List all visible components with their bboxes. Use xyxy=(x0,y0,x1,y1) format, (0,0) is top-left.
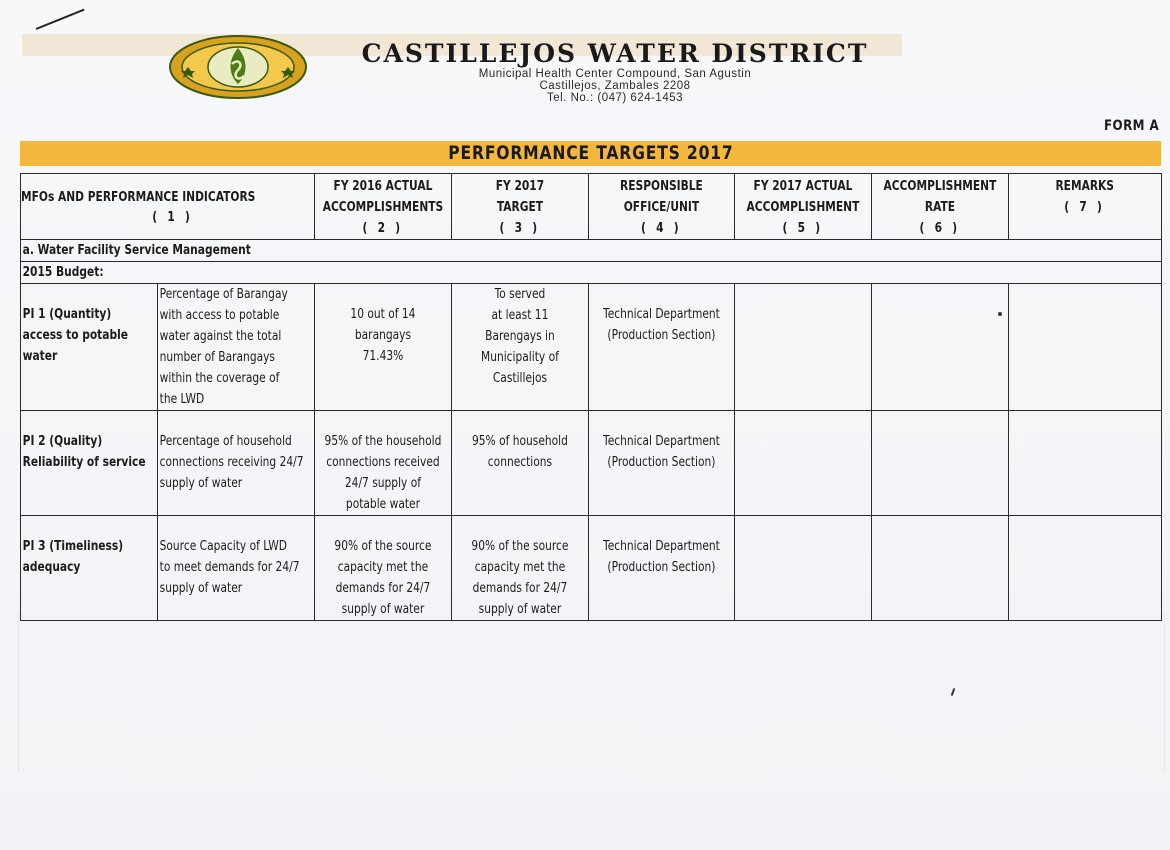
letterhead xyxy=(320,40,910,104)
actual-line: 95% of the household xyxy=(324,434,442,449)
office-line: (Production Section) xyxy=(607,455,716,470)
actual-cell xyxy=(315,284,452,411)
col-header-fy2017-actual-l2: ACCOMPLISHMENT xyxy=(746,200,860,215)
pi-label-line: PI 2 (Quality) xyxy=(22,434,103,449)
col-header-remarks xyxy=(1009,174,1162,240)
office-line: Technical Department xyxy=(603,434,720,449)
office-line: (Production Section) xyxy=(607,328,716,343)
desc-line: number of Barangays xyxy=(159,350,275,365)
col-header-target-l1: FY 2017 xyxy=(495,179,545,194)
target-line: To served xyxy=(494,287,546,302)
desc-line: within the coverage of xyxy=(159,371,280,386)
desc-line: supply of water xyxy=(159,581,243,596)
target-line: Barengays in xyxy=(485,329,555,344)
actual-line: 90% of the source xyxy=(334,539,432,554)
address-line-1: Municipal Health Center Compound, San Agustin xyxy=(478,68,752,80)
target-line: Castillejos xyxy=(492,371,548,386)
actual-line: 10 out of 14 xyxy=(350,307,416,322)
target-line: 95% of household xyxy=(472,434,568,449)
col-header-rate-l2: RATE xyxy=(924,200,956,215)
actual-line: potable water xyxy=(345,497,421,512)
fy2017-actual-cell xyxy=(735,284,872,411)
actual-line: barangays xyxy=(354,328,412,343)
pi-label-line: access to potable xyxy=(22,328,128,343)
desc-cell xyxy=(158,284,315,411)
col-header-mfos xyxy=(21,174,315,240)
remarks-cell xyxy=(1009,411,1162,516)
desc-cell xyxy=(158,411,315,516)
col-header-fy2016-l2: ACCOMPLISHMENTS xyxy=(322,200,444,215)
desc-line: to meet demands for 24/7 xyxy=(159,560,300,575)
col-header-office-l1: RESPONSIBLE xyxy=(620,179,703,194)
remarks-cell xyxy=(1009,284,1162,411)
desc-line: Source Capacity of LWD xyxy=(159,539,287,554)
office-line: (Production Section) xyxy=(607,560,716,575)
col-header-fy2016-l1: FY 2016 ACTUAL xyxy=(333,179,433,194)
col-header-fy2017-actual xyxy=(735,174,872,240)
rate-cell xyxy=(872,516,1009,621)
scan-speck xyxy=(998,312,1002,316)
table-row xyxy=(21,516,1162,621)
budget-cell xyxy=(21,262,1162,284)
target-cell xyxy=(452,284,589,411)
pi-cell xyxy=(21,516,158,621)
performance-targets-table xyxy=(20,173,1162,621)
target-line: capacity met the xyxy=(474,560,566,575)
pi-label-line: Reliability of service xyxy=(22,455,146,470)
col-header-target-l2: TARGET xyxy=(496,200,544,215)
actual-line: 71.43% xyxy=(362,349,404,364)
pi-cell xyxy=(21,284,158,411)
desc-line: with access to potable xyxy=(159,308,280,323)
bleed-through-rows xyxy=(18,612,1165,772)
actual-line: demands for 24/7 xyxy=(335,581,431,596)
remarks-cell xyxy=(1009,516,1162,621)
col-header-remarks-num: ( 7 ) xyxy=(1064,200,1106,215)
office-line: Technical Department xyxy=(603,539,720,554)
title-band xyxy=(20,141,1161,166)
target-line: supply of water xyxy=(478,602,562,617)
target-line: at least 11 xyxy=(491,308,549,323)
target-line: demands for 24/7 xyxy=(472,581,568,596)
fy2017-actual-cell xyxy=(735,411,872,516)
col-header-rate-l1: ACCOMPLISHMENT xyxy=(883,179,997,194)
col-header-office-l2: OFFICE/UNIT xyxy=(623,200,700,215)
rate-cell xyxy=(872,284,1009,411)
col-header-rate-num: ( 6 ) xyxy=(919,221,961,236)
desc-line: the LWD xyxy=(159,392,205,407)
desc-cell xyxy=(158,516,315,621)
fy2017-actual-cell xyxy=(735,516,872,621)
document-title: PERFORMANCE TARGETS 2017 xyxy=(447,142,734,164)
table-row xyxy=(21,284,1162,411)
target-line: Municipality of xyxy=(481,350,559,365)
rate-cell xyxy=(872,411,1009,516)
actual-line: connections received xyxy=(326,455,440,470)
section-row xyxy=(21,240,1162,262)
office-cell xyxy=(589,284,735,411)
target-cell xyxy=(452,411,589,516)
actual-cell xyxy=(315,516,452,621)
form-label: FORM A xyxy=(1104,118,1160,134)
budget-row xyxy=(21,262,1162,284)
col-header-rate xyxy=(872,174,1009,240)
office-line: Technical Department xyxy=(603,307,720,322)
water-district-logo xyxy=(168,34,308,100)
col-header-mfos-num: ( 1 ) xyxy=(152,209,194,225)
header-row xyxy=(21,174,1162,240)
actual-cell xyxy=(315,411,452,516)
col-header-target-num: ( 3 ) xyxy=(499,221,541,236)
budget-label: 2015 Budget: xyxy=(22,265,104,280)
pi-cell xyxy=(21,411,158,516)
section-cell xyxy=(21,240,1162,262)
desc-line: Percentage of Barangay xyxy=(159,287,288,302)
target-line: connections xyxy=(487,455,553,470)
col-header-fy2016 xyxy=(315,174,452,240)
desc-line: Percentage of household xyxy=(159,434,292,449)
pi-label-line: adequacy xyxy=(22,560,81,575)
col-header-fy2017-actual-l1: FY 2017 ACTUAL xyxy=(753,179,853,194)
col-header-remarks-l1: REMARKS xyxy=(1055,179,1115,194)
actual-line: supply of water xyxy=(341,602,425,617)
col-header-mfos-label: MFOs AND PERFORMANCE INDICATORS xyxy=(21,189,256,205)
col-header-office-num: ( 4 ) xyxy=(641,221,683,236)
desc-line: connections receiving 24/7 xyxy=(159,455,304,470)
target-line: 90% of the source xyxy=(471,539,569,554)
desc-line: water against the total xyxy=(159,329,282,344)
pen-mark xyxy=(36,9,85,30)
address-line-2: Castillejos, Zambales 2208 xyxy=(539,80,691,92)
col-header-office xyxy=(589,174,735,240)
pi-label-line: water xyxy=(22,349,58,364)
pi-label-line: PI 1 (Quantity) xyxy=(22,307,112,322)
pi-label-line: PI 3 (Timeliness) xyxy=(22,539,124,554)
actual-line: capacity met the xyxy=(337,560,429,575)
col-header-fy2017-actual-num: ( 5 ) xyxy=(782,221,824,236)
target-cell xyxy=(452,516,589,621)
actual-line: 24/7 supply of xyxy=(344,476,422,491)
desc-line: supply of water xyxy=(159,476,243,491)
section-title: a. Water Facility Service Management xyxy=(22,243,251,258)
address-line-3: Tel. No.: (047) 624-1453 xyxy=(546,92,684,104)
table-row xyxy=(21,411,1162,516)
col-header-target xyxy=(452,174,589,240)
col-header-fy2016-num: ( 2 ) xyxy=(362,221,404,236)
office-cell xyxy=(589,516,735,621)
organization-name: CASTILLEJOS WATER DISTRICT xyxy=(361,39,869,68)
office-cell xyxy=(589,411,735,516)
